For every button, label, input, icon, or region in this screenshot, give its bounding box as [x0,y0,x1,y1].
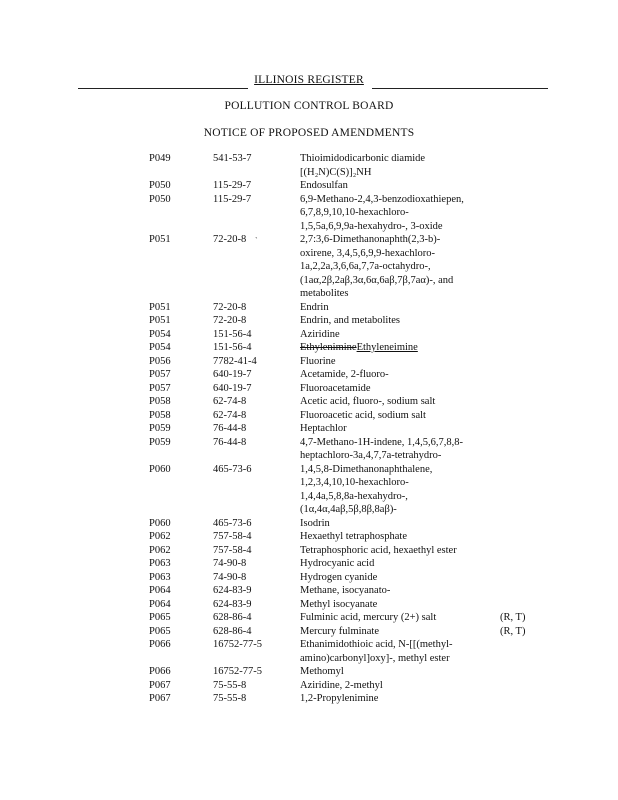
substance-name [300,692,496,706]
cas-number: 72-20-8 [213,315,247,326]
hazardous-waste-code: P066 [149,639,171,650]
table-row [0,530,618,544]
table-row [0,301,618,315]
hazardous-waste-code: P051 [149,234,171,245]
substance-name-line: Hydrogen cyanide [300,571,378,583]
cas-number: 541-53-7 [213,153,252,164]
table-row [0,584,618,598]
substance-name [300,679,496,693]
substance-name-line: Endosulfan [300,180,348,191]
hazard-code: (R, T) [500,612,526,623]
table-row [0,571,618,585]
hazardous-waste-code: P050 [149,193,171,205]
substance-name [300,611,496,625]
cas-number: 76-44-8 [213,436,247,448]
hazardous-waste-code: P066 [149,666,171,677]
table-row [0,665,618,679]
table-row [0,557,618,571]
header-rule-left [78,88,248,89]
table-row [0,409,618,423]
substance-name [300,368,496,382]
hazardous-waste-code: P057 [149,382,171,394]
substance-name [300,598,496,612]
table-row [0,679,618,693]
substance-name-line: Ethanimidothioic acid, N-[[(methyl- [300,639,453,650]
substance-name-line: Heptachlor [300,423,347,434]
substance-name-line: [(H₂N)C(S)]₂NH [300,166,372,178]
substance-name-line: Fluoroacetamide [300,382,371,394]
cas-number: 74-90-8 [213,571,247,583]
hazardous-waste-code: P056 [149,355,171,367]
cas-number: 75-55-8 [213,679,247,691]
cas-number: 72-20-8 [213,234,247,245]
table-row [0,544,618,558]
cas-number: 115-29-7 [213,180,252,191]
substance-name [300,557,496,571]
hazardous-waste-code: P067 [149,679,171,691]
substance-name [300,328,496,342]
hazardous-waste-code: P051 [149,301,171,313]
substance-name-line: (1aα,2β,2aβ,3α,6α,6aβ,7β,7aα)-, and [300,274,454,286]
cas-number: 16752-77-5 [213,639,262,650]
substance-name-line: 6,9-Methano-2,4,3-benzodioxathiepen, [300,193,464,205]
table-row [0,463,618,517]
substance-name [300,152,496,179]
substance-name [300,409,496,423]
substance-name [300,341,496,355]
substance-name-line: Fulminic acid, mercury (2+) salt [300,612,437,623]
table-row [0,598,618,612]
cas-number: 62-74-8 [213,396,247,407]
substance-name-line: 1,4,4a,5,8,8a-hexahydro-, [300,490,408,502]
cas-number: 624-83-9 [213,585,252,596]
substance-name-line: Endrin [300,301,329,313]
substance-name-line: Isodrin [300,517,330,529]
hazardous-waste-code: P065 [149,625,171,637]
substance-name [300,571,496,585]
board-title: POLLUTION CONTROL BOARD [224,100,394,112]
table-row [0,517,618,531]
notice-title: NOTICE OF PROPOSED AMENDMENTS [203,127,415,139]
cas-number: 465-73-6 [213,463,252,475]
deleted-text: Ethylenimine [300,342,357,353]
table-row [0,422,618,436]
hazard-code: (R, T) [500,625,526,637]
cas-number: 72-20-8 [213,301,247,313]
table-row [0,625,618,639]
inserted-text: Ethyleneimine [356,342,418,353]
hazardous-waste-code: P065 [149,612,171,623]
substance-name-line: 1,4,5,8-Dimethanonaphthalene, [300,463,433,475]
substance-name [300,179,496,193]
substance-name-line: Methyl isocyanate [300,598,378,610]
hazardous-waste-code: P058 [149,396,171,407]
hazardous-waste-code: P059 [149,423,171,434]
substance-name [300,422,496,436]
table-row [0,355,618,369]
hazardous-waste-code: P064 [149,585,171,596]
table-row [0,314,618,328]
table-row [0,233,618,301]
table-row [0,395,618,409]
register-title: ILLINOIS REGISTER [254,74,364,86]
cas-number: 624-83-9 [213,598,252,610]
substance-name-line: Fluoroacetic acid, sodium salt [300,409,426,421]
substance-name [300,193,496,234]
hazardous-waste-code: P062 [149,531,171,542]
cas-number: 628-86-4 [213,612,252,623]
table-row [0,638,618,665]
header-rule-right [372,88,548,89]
cas-number: 7782-41-4 [213,355,257,367]
cas-number: 16752-77-5 [213,666,262,677]
substance-name [300,584,496,598]
table-row [0,692,618,706]
substance-name-line: Aziridine [300,328,340,340]
substance-name-line: Methane, isocyanato- [300,585,391,596]
table-row [0,152,618,179]
substance-name-line: metabolites [300,288,349,299]
hazardous-waste-code: P062 [149,544,171,556]
substance-name [300,395,496,409]
cas-number: 76-44-8 [213,423,247,434]
table-row [0,328,618,342]
table-row [0,368,618,382]
substance-name-line: 1,5,5a,6,9,9a-hexahydro-, 3-oxide [300,220,443,232]
substance-name [300,530,496,544]
substance-name-line: Acetamide, 2-fluoro- [300,369,389,380]
substance-name [300,544,496,558]
substance-name-line: Methomyl [300,666,344,677]
cas-number: 74-90-8 [213,558,247,569]
tick-mark: ˋ [255,236,258,245]
cas-number: 465-73-6 [213,517,252,529]
table-row [0,179,618,193]
table-row [0,611,618,625]
cas-number: 757-58-4 [213,544,252,556]
cas-number: 151-56-4 [213,328,252,340]
substance-name-line: 4,7-Methano-1H-indene, 1,4,5,6,7,8,8- [300,436,464,448]
table-row [0,341,618,355]
substance-name-line: Thioimidodicarbonic diamide [300,153,426,164]
hazardous-waste-code: P060 [149,463,171,475]
substance-name-line: 1,2-Propylenimine [300,693,379,704]
cas-number: 640-19-7 [213,382,252,394]
substance-name [300,314,496,328]
hazardous-waste-code: P054 [149,328,171,340]
substance-name [300,301,496,315]
substance-name-line: Mercury fulminate [300,625,380,637]
substance-name-line: Fluorine [300,355,336,367]
substance-name [300,233,496,301]
cas-number: 115-29-7 [213,193,252,205]
substance-name-line: Tetraphosphoric acid, hexaethyl ester [300,544,457,556]
substance-name [300,665,496,679]
substance-name-line: oxirene, 3,4,5,6,9,9-hexachloro- [300,247,435,259]
hazardous-waste-code: P067 [149,693,171,704]
cas-number: 757-58-4 [213,531,252,542]
cas-number: 62-74-8 [213,409,247,421]
cas-number: 75-55-8 [213,693,247,704]
substance-name-line: Hexaethyl tetraphosphate [300,531,407,542]
substance-name [300,382,496,396]
hazardous-waste-code: P058 [149,409,171,421]
substance-name-line: heptachloro-3a,4,7,7a-tetrahydro- [300,450,442,461]
substance-name-line: 1a,2,2a,3,6,6a,7,7a-octahydro-, [300,261,431,272]
substance-name-line: amino)carbonyl]oxy]-, methyl ester [300,652,450,664]
substance-name-line: 1,2,3,4,10,10-hexachloro- [300,477,409,488]
substance-name [300,436,496,463]
substance-name-line: Aziridine, 2-methyl [300,679,383,691]
substance-name-line: Acetic acid, fluoro-, sodium salt [300,396,436,407]
hazardous-waste-code: P050 [149,180,171,191]
substance-name-line: Hydrocyanic acid [300,558,375,569]
hazardous-waste-code: P060 [149,517,171,529]
table-row [0,436,618,463]
substance-name [300,463,496,517]
substance-name-line: (1α,4α,4aβ,5β,8β,8aβ)- [300,504,397,515]
hazardous-waste-code: P063 [149,558,171,569]
hazardous-waste-code: P054 [149,342,171,353]
substance-name-line: 6,7,8,9,10,10-hexachloro- [300,207,409,218]
cas-number: 151-56-4 [213,342,252,353]
table-row [0,193,618,234]
hazardous-waste-code: P051 [149,315,171,326]
substance-name [300,517,496,531]
substance-name [300,355,496,369]
hazardous-waste-code: P057 [149,369,171,380]
waste-table [0,152,618,706]
table-row [0,382,618,396]
substance-name [300,638,496,665]
substance-name-line: 2,7:3,6-Dimethanonaphth(2,3-b)- [300,234,441,245]
cas-number: 640-19-7 [213,369,252,380]
hazardous-waste-code: P049 [149,153,171,164]
cas-number: 628-86-4 [213,625,252,637]
substance-name-line: Endrin, and metabolites [300,315,401,326]
hazardous-waste-code: P059 [149,436,171,448]
substance-name [300,625,496,639]
hazardous-waste-code: P064 [149,598,171,610]
hazardous-waste-code: P063 [149,571,171,583]
